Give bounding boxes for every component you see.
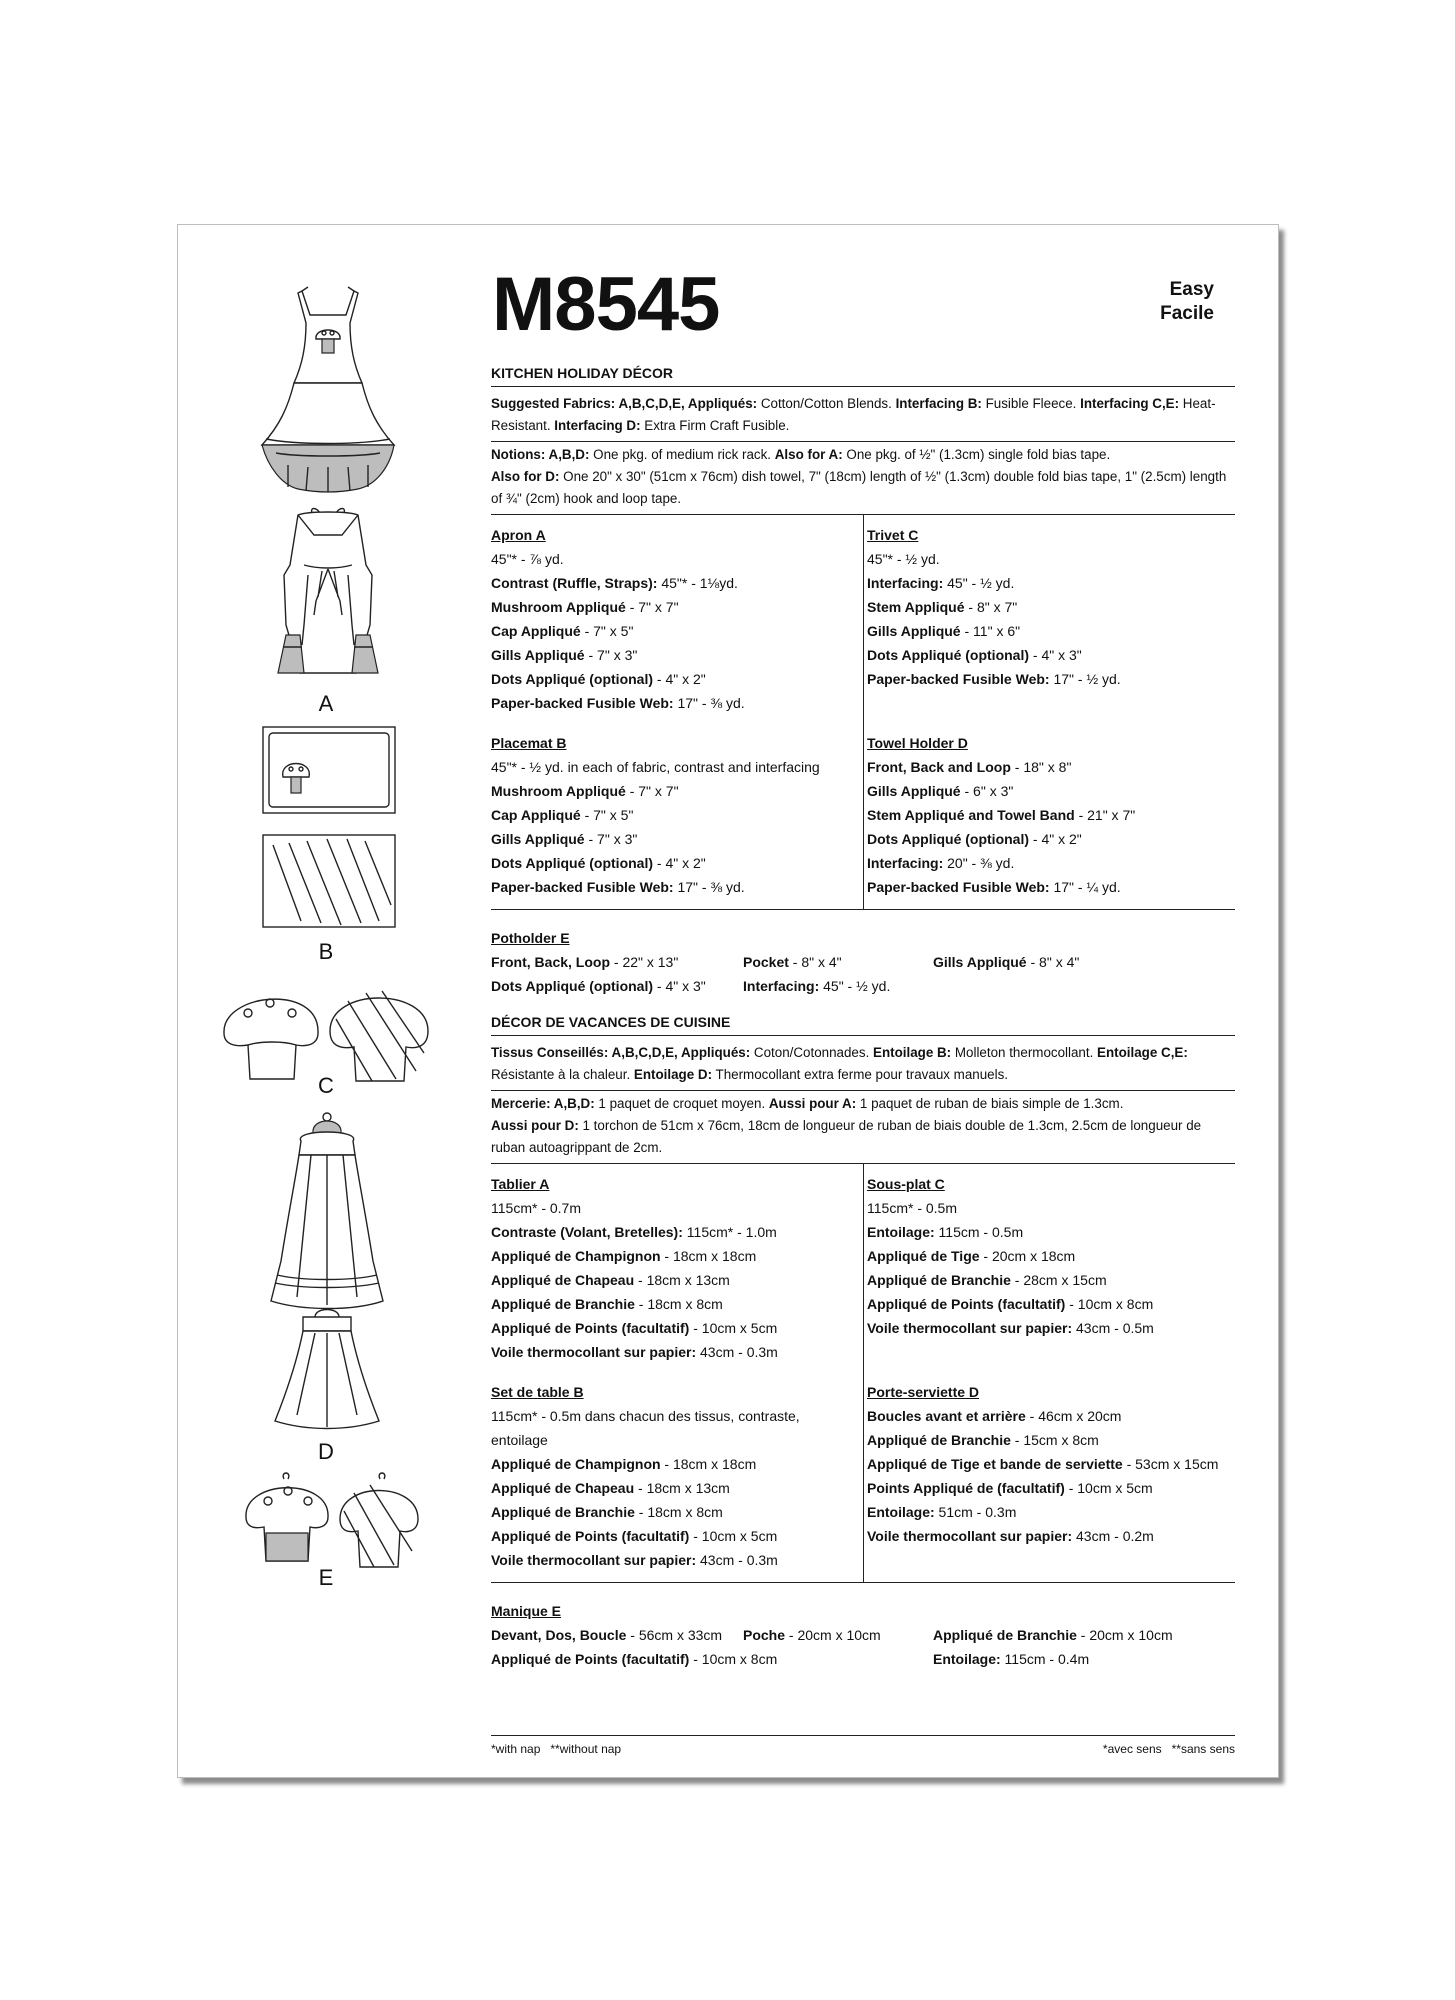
tablier-line: Appliqué de Chapeau - 18cm x 13cm bbox=[491, 1272, 730, 1288]
apron-line: 45"* - ⅞ yd. bbox=[491, 551, 564, 567]
placemat-line: Mushroom Appliqué - 7" x 7" bbox=[491, 783, 679, 799]
fabrics-value: Cotton/Cotton Blends. bbox=[757, 396, 896, 411]
porteserviette-line: Voile thermocollant sur papier: 43cm - 0.2m bbox=[867, 1528, 1154, 1544]
apron-line: Gills Appliqué - 7" x 3" bbox=[491, 647, 638, 663]
trivet-title: Trivet C bbox=[867, 527, 919, 543]
manique-line: Poche - 20cm x 10cm bbox=[743, 1627, 881, 1643]
trivet-line: Paper-backed Fusible Web: 17" - ½ yd. bbox=[867, 671, 1121, 687]
apron-line: Paper-backed Fusible Web: 17" - ⅜ yd. bbox=[491, 695, 745, 711]
apron-front-illustration bbox=[258, 287, 398, 492]
view-label-e: E bbox=[318, 1565, 334, 1590]
interfacing-b-value: Fusible Fleece. bbox=[981, 396, 1081, 411]
setdetable-line: 115cm* - 0.5m dans chacun des tissus, contraste, entoilage bbox=[491, 1408, 800, 1448]
trivet-line: Gills Appliqué - 11" x 6" bbox=[867, 623, 1021, 639]
potholder-section bbox=[491, 910, 1235, 1010]
english-title: KITCHEN HOLIDAY DÉCOR bbox=[491, 361, 1235, 387]
interfacing-ce-label: Interfacing C,E: bbox=[1080, 396, 1180, 411]
french-left-column bbox=[491, 1164, 863, 1582]
fabrics-label: Suggested Fabrics: A,B,C,D,E, Appliqués: bbox=[491, 396, 758, 411]
also-d-value: One 20" x 30" (51cm x 76cm) dish towel, 7" (18cm) length of ½" (1.3cm) double fold bias tape, 1" (2.5cm) length of ¾" (2cm) hook and loop tape. bbox=[491, 469, 1227, 506]
manique-section bbox=[491, 1583, 1235, 1683]
english-left-column bbox=[491, 515, 863, 909]
placemat-title: Placemat B bbox=[491, 735, 567, 751]
placemat-line: Gills Appliqué - 7" x 3" bbox=[491, 831, 638, 847]
towel-holder-title: Towel Holder D bbox=[867, 735, 968, 751]
manique-line: Devant, Dos, Boucle - 56cm x 33cm bbox=[491, 1627, 723, 1643]
manique-line: Appliqué de Points (facultatif) - 10cm x 8cm bbox=[491, 1651, 778, 1667]
french-title: DÉCOR DE VACANCES DE CUISINE bbox=[491, 1010, 1235, 1036]
apron-line: Mushroom Appliqué - 7" x 7" bbox=[491, 599, 679, 615]
towel-line: Dots Appliqué (optional) - 4" x 2" bbox=[867, 831, 1082, 847]
english-right-column bbox=[863, 515, 1235, 909]
setdetable-line: Appliqué de Points (facultatif) - 10cm x 5cm bbox=[491, 1528, 778, 1544]
trivet-section bbox=[867, 523, 1235, 715]
placemat-line: Cap Appliqué - 7" x 5" bbox=[491, 807, 634, 823]
setdetable-line: Appliqué de Chapeau - 18cm x 13cm bbox=[491, 1480, 730, 1496]
view-label-b: B bbox=[318, 939, 334, 964]
porteserviette-line: Appliqué de Tige et bande de serviette - 53cm x 15cm bbox=[867, 1456, 1219, 1472]
tablier-line: Appliqué de Points (facultatif) - 10cm x 5cm bbox=[491, 1320, 778, 1336]
trivet-line: 45"* - ½ yd. bbox=[867, 551, 940, 567]
manique-line: Entoilage: 115cm - 0.4m bbox=[933, 1651, 1090, 1667]
porteserviette-line: Boucles avant et arrière - 46cm x 20cm bbox=[867, 1408, 1122, 1424]
sousplat-line: Appliqué de Points (facultatif) - 10cm x 8cm bbox=[867, 1296, 1154, 1312]
sous-plat-section bbox=[867, 1172, 1235, 1364]
view-label-a: A bbox=[318, 691, 334, 716]
potholder-line: Pocket - 8" x 4" bbox=[743, 954, 842, 970]
apron-line: Dots Appliqué (optional) - 4" x 2" bbox=[491, 671, 706, 687]
set-de-table-title: Set de table B bbox=[491, 1384, 584, 1400]
apron-back-illustration bbox=[258, 505, 398, 695]
difficulty-english: Easy bbox=[1169, 279, 1214, 300]
porte-serviette-title: Porte-serviette D bbox=[867, 1384, 980, 1400]
tablier-line: Voile thermocollant sur papier: 43cm - 0.3m bbox=[491, 1344, 778, 1360]
placemat-line: Paper-backed Fusible Web: 17" - ⅜ yd. bbox=[491, 879, 745, 895]
view-label-d: D bbox=[318, 1439, 334, 1464]
sousplat-line: Appliqué de Tige - 20cm x 18cm bbox=[867, 1248, 1076, 1264]
interfacing-ce-value: Heat-Resistant. bbox=[491, 396, 1216, 433]
towel-holder-section bbox=[867, 731, 1235, 899]
english-yardage-grid bbox=[491, 515, 1235, 910]
sousplat-line: Voile thermocollant sur papier: 43cm - 0.5m bbox=[867, 1320, 1154, 1336]
manique-line: Appliqué de Branchie - 20cm x 10cm bbox=[933, 1627, 1173, 1643]
interfacing-d-label: Interfacing D: bbox=[554, 418, 641, 433]
difficulty-french: Facile bbox=[1160, 303, 1214, 324]
pattern-envelope-back bbox=[177, 224, 1279, 1778]
towel-line: Interfacing: 20" - ⅜ yd. bbox=[867, 855, 1015, 871]
notions-value: One pkg. of medium rick rack. bbox=[589, 447, 775, 462]
placemat-line: 45"* - ½ yd. in each of fabric, contrast and interfacing bbox=[491, 759, 820, 775]
english-notions bbox=[491, 442, 1235, 515]
potholder-line: Dots Appliqué (optional) - 4" x 3" bbox=[491, 978, 706, 994]
placemat-line: Dots Appliqué (optional) - 4" x 2" bbox=[491, 855, 706, 871]
interfacing-d-value: Extra Firm Craft Fusible. bbox=[640, 418, 790, 433]
setdetable-line: Voile thermocollant sur papier: 43cm - 0.3m bbox=[491, 1552, 778, 1568]
tablier-line: 115cm* - 0.7m bbox=[491, 1200, 581, 1216]
apron-line: Contrast (Ruffle, Straps): 45"* - 1⅛yd. bbox=[491, 575, 738, 591]
pattern-details bbox=[491, 361, 1235, 1683]
also-a-value: One pkg. of ½" (1.3cm) single fold bias tape. bbox=[842, 447, 1111, 462]
nap-footnote bbox=[491, 1735, 1235, 1756]
porteserviette-line: Points Appliqué de (facultatif) - 10cm x 5cm bbox=[867, 1480, 1153, 1496]
set-de-table-section bbox=[491, 1380, 863, 1572]
potholder-line: Front, Back, Loop - 22" x 13" bbox=[491, 954, 679, 970]
placemat-section bbox=[491, 731, 863, 899]
sousplat-line: Appliqué de Branchie - 28cm x 15cm bbox=[867, 1272, 1107, 1288]
potholder-line: Gills Appliqué - 8" x 4" bbox=[933, 954, 1080, 970]
french-right-column bbox=[863, 1164, 1235, 1582]
apron-title: Apron A bbox=[491, 527, 546, 543]
pattern-number: M8545 bbox=[492, 262, 720, 347]
potholder-line: Interfacing: 45" - ½ yd. bbox=[743, 978, 891, 994]
interfacing-b-label: Interfacing B: bbox=[895, 396, 982, 411]
footnote-english: *with nap **without nap bbox=[491, 1742, 622, 1756]
towel-line: Paper-backed Fusible Web: 17" - ¼ yd. bbox=[867, 879, 1121, 895]
french-notions: Mercerie: A,B,D: 1 paquet de croquet moyen. Aussi pour A: 1 paquet de ruban de biais simple de 1.3cm. Aussi pour D: 1 torchon de 51cm x 76cm, 18cm de longueur de ruban de biais double de 1.3cm, 2.5cm de longueur de ruban autoagrippant de 2cm. bbox=[491, 1091, 1235, 1164]
towel-line: Stem Appliqué and Towel Band - 21" x 7" bbox=[867, 807, 1136, 823]
tablier-line: Appliqué de Branchie - 18cm x 8cm bbox=[491, 1296, 723, 1312]
sous-plat-title: Sous-plat C bbox=[867, 1176, 945, 1192]
trivet-line: Stem Appliqué - 8" x 7" bbox=[867, 599, 1018, 615]
apron-section bbox=[491, 523, 863, 715]
french-yardage-grid bbox=[491, 1164, 1235, 1583]
towel-line: Gills Appliqué - 6" x 3" bbox=[867, 783, 1014, 799]
footnote-french: *avec sens **sans sens bbox=[1102, 1742, 1235, 1756]
setdetable-line: Appliqué de Champignon - 18cm x 18cm bbox=[491, 1456, 757, 1472]
apron-line: Cap Appliqué - 7" x 5" bbox=[491, 623, 634, 639]
tablier-title: Tablier A bbox=[491, 1176, 550, 1192]
also-a-label: Also for A: bbox=[774, 447, 843, 462]
french-fabrics: Tissus Conseillés: A,B,C,D,E, Appliqués: Coton/Cotonnades. Entoilage B: Molleton thermocollant. Entoilage C,E: Résistante à la chaleur. Entoilage D: Thermocollant extra ferme pour travaux manuels. bbox=[491, 1040, 1235, 1091]
tablier-line: Appliqué de Champignon - 18cm x 18cm bbox=[491, 1248, 757, 1264]
porteserviette-line: Entoilage: 51cm - 0.3m bbox=[867, 1504, 1017, 1520]
placemat-front-illustration bbox=[261, 725, 399, 965]
english-fabrics bbox=[491, 391, 1235, 442]
manique-title: Manique E bbox=[491, 1603, 562, 1619]
towel-holder-illustration bbox=[263, 1111, 393, 1441]
potholder-title: Potholder E bbox=[491, 930, 570, 946]
sousplat-line: Entoilage: 115cm - 0.5m bbox=[867, 1224, 1024, 1240]
tablier-section bbox=[491, 1172, 863, 1364]
view-label-c: C bbox=[318, 1073, 334, 1098]
towel-line: Front, Back and Loop - 18" x 8" bbox=[867, 759, 1072, 775]
porte-serviette-section bbox=[867, 1380, 1235, 1572]
also-d-label: Also for D: bbox=[491, 469, 560, 484]
notions-label: Notions: A,B,D: bbox=[491, 447, 590, 462]
setdetable-line: Appliqué de Branchie - 18cm x 8cm bbox=[491, 1504, 723, 1520]
trivet-line: Interfacing: 45" - ½ yd. bbox=[867, 575, 1015, 591]
porteserviette-line: Appliqué de Branchie - 15cm x 8cm bbox=[867, 1432, 1099, 1448]
trivet-line: Dots Appliqué (optional) - 4" x 3" bbox=[867, 647, 1082, 663]
tablier-line: Contraste (Volant, Bretelles): 115cm* - 1.0m bbox=[491, 1224, 777, 1240]
sousplat-line: 115cm* - 0.5m bbox=[867, 1200, 957, 1216]
